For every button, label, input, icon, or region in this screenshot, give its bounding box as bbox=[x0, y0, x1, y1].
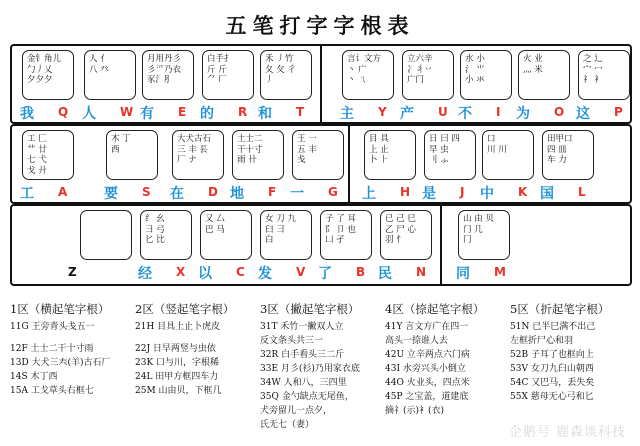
zone-line: 51N 已半巳满不出己 bbox=[510, 322, 596, 332]
key-roots-box bbox=[22, 130, 74, 180]
key-letter: L bbox=[578, 185, 586, 199]
zone-line: 42U 立辛两点六门病 bbox=[385, 350, 470, 360]
zone-line: 55X 慈母无心弓和匕 bbox=[510, 392, 594, 402]
key-q[interactable] bbox=[22, 50, 74, 121]
key-letter: P bbox=[614, 105, 623, 119]
key-roots-box bbox=[380, 210, 432, 260]
zone-heading: 1区（横起笔字根） bbox=[10, 302, 110, 316]
key-roots: 金钅角儿 勹丿乂 夕夕夕 bbox=[27, 54, 62, 85]
key-word: 了 bbox=[318, 266, 333, 282]
zone-line: 13D 大犬三𡗗(羊)古石厂 bbox=[10, 358, 111, 368]
key-word: 有 bbox=[140, 106, 155, 122]
key-word: 要 bbox=[104, 186, 119, 202]
key-roots: 大犬古石 三 丰 镸 厂 ナ bbox=[177, 134, 212, 165]
zone-line: 31T 禾竹一撇双人立 bbox=[260, 322, 344, 332]
key-word: 的 bbox=[200, 106, 215, 122]
key-f[interactable] bbox=[232, 130, 284, 201]
key-letter: G bbox=[328, 185, 338, 199]
zone-line: 52B 子耳了也框向上 bbox=[510, 350, 594, 360]
key-roots-box bbox=[106, 130, 158, 180]
key-letter: Q bbox=[58, 105, 69, 119]
key-word: 上 bbox=[362, 186, 377, 202]
key-roots: 日 曰 四 早 虫 刂 ⺗ bbox=[429, 134, 460, 165]
key-roots-box bbox=[518, 50, 570, 100]
zone-1 bbox=[10, 302, 135, 398]
key-word: 是 bbox=[422, 186, 437, 202]
key-roots: 田甲口 四 皿 车 力 bbox=[547, 134, 573, 165]
key-c[interactable] bbox=[200, 210, 252, 281]
keyboard-row-home bbox=[10, 124, 632, 204]
row-divider bbox=[348, 126, 350, 202]
key-t[interactable] bbox=[260, 50, 312, 121]
key-roots: 又 厶 巴 马 bbox=[205, 214, 225, 235]
key-roots: 子 了 耳 阝 卩 也 凵 孑 bbox=[325, 214, 356, 245]
key-y[interactable] bbox=[342, 50, 394, 121]
zone-line: 33E 月彡(衫)乃用家衣底 bbox=[260, 364, 360, 374]
key-roots-box bbox=[460, 50, 512, 100]
key-word: 民 bbox=[378, 266, 393, 282]
key-letter: S bbox=[142, 185, 151, 199]
key-word: 主 bbox=[340, 106, 355, 122]
key-roots: 口 川 川 bbox=[487, 134, 507, 155]
key-roots-box bbox=[292, 130, 344, 180]
key-letter: O bbox=[554, 105, 565, 119]
keyboard-row-top bbox=[10, 44, 632, 124]
zone-line: 反文条头共三一 bbox=[260, 336, 324, 346]
row-divider bbox=[440, 206, 442, 284]
key-roots-box bbox=[364, 130, 416, 180]
key-u[interactable] bbox=[402, 50, 454, 121]
key-roots-box bbox=[80, 210, 132, 260]
key-roots-box bbox=[458, 210, 510, 260]
key-word: 不 bbox=[458, 106, 473, 122]
key-word: 和 bbox=[258, 106, 273, 122]
key-roots: 工 匚 艹 廿 七 弋 戈 廾 bbox=[27, 134, 47, 176]
key-roots-box bbox=[542, 130, 594, 180]
key-word: 我 bbox=[20, 106, 35, 122]
key-r[interactable] bbox=[202, 50, 254, 121]
key-p[interactable] bbox=[578, 50, 630, 121]
key-roots: 王 一 五 丰 戋 bbox=[297, 134, 317, 165]
key-letter: T bbox=[296, 105, 305, 119]
zone-heading: 2区（竖起笔字根） bbox=[135, 302, 235, 316]
key-roots: 之 辶 宀 冖 礻 衤 bbox=[583, 54, 603, 85]
zone-line: 23K 口与川，字根稀 bbox=[135, 358, 220, 368]
zone-line: 犬旁留儿一点夕， bbox=[260, 406, 333, 416]
key-o[interactable] bbox=[518, 50, 570, 121]
key-d[interactable] bbox=[172, 130, 224, 201]
key-letter: A bbox=[58, 185, 68, 199]
zone-line: 14S 木丁西 bbox=[10, 372, 58, 382]
zone-line: 44O 火业头，四点米 bbox=[385, 378, 470, 388]
key-letter: H bbox=[400, 185, 411, 199]
zone-line: 21H 目具上止卜虎皮 bbox=[135, 322, 221, 332]
zone-2 bbox=[135, 302, 260, 398]
key-roots-box bbox=[140, 210, 192, 260]
zone-heading: 4区（捺起笔字根） bbox=[385, 302, 485, 316]
key-roots: 月用丹彡 彡爫乃衣 豕氵⺼ bbox=[147, 54, 182, 85]
key-letter: V bbox=[296, 265, 306, 279]
zone-line: 25M 山由贝，下框几 bbox=[135, 386, 222, 396]
key-roots: 女 刀 九 臼 ⺕ 白 bbox=[265, 214, 296, 245]
key-word: 国 bbox=[540, 186, 555, 202]
key-l[interactable] bbox=[542, 130, 594, 201]
key-letter: Y bbox=[378, 105, 387, 119]
zone-line: 24L 田甲方框四车力 bbox=[135, 372, 219, 382]
zone-line: 12F 土士二干十寸雨 bbox=[10, 344, 94, 354]
key-roots-box bbox=[320, 210, 372, 260]
zone-line: 41Y 言文方广在四一 bbox=[385, 322, 469, 332]
key-b[interactable] bbox=[320, 210, 372, 281]
zone-4 bbox=[385, 302, 510, 418]
key-e[interactable] bbox=[142, 50, 194, 121]
zone-line: 左框折尸心和羽 bbox=[510, 336, 574, 346]
key-roots-box bbox=[578, 50, 630, 100]
key-roots: 山 由 贝 门 几 冂 bbox=[463, 214, 494, 245]
page-title: 五笔打字字根表 bbox=[225, 13, 415, 38]
key-roots-box bbox=[260, 210, 312, 260]
zone-line: 45P 之宝盖，道建底 bbox=[385, 392, 469, 402]
zone-5 bbox=[510, 302, 635, 404]
key-roots-box bbox=[424, 130, 476, 180]
key-word: 为 bbox=[516, 106, 531, 122]
key-roots-box bbox=[260, 50, 312, 100]
key-roots-box bbox=[84, 50, 136, 100]
key-letter: J bbox=[460, 185, 465, 199]
zone-line: 35Q 金勺缺点无尾鱼， bbox=[260, 392, 354, 402]
key-roots: 言讠文方 丶 广 丶 ㄟ bbox=[347, 54, 382, 85]
key-roots: 禾 丿竹 夂 攵 彳 丿 bbox=[265, 54, 296, 85]
key-word: 经 bbox=[138, 266, 153, 282]
key-word: 以 bbox=[198, 266, 213, 282]
row-divider bbox=[320, 46, 322, 122]
key-roots: 人 亻 八 癶 bbox=[89, 54, 109, 75]
key-roots-box bbox=[482, 130, 534, 180]
key-word: 工 bbox=[20, 186, 35, 202]
keyboard-row-bottom bbox=[10, 204, 632, 286]
key-word: 地 bbox=[230, 186, 245, 202]
key-roots: 目 具 上 止 卜 ⺊ bbox=[369, 134, 389, 165]
key-letter: R bbox=[238, 105, 248, 119]
key-s[interactable] bbox=[106, 130, 158, 201]
key-i[interactable] bbox=[460, 50, 512, 121]
zone-line: 15A 工戈草头右框七 bbox=[10, 386, 94, 396]
zone-heading: 5区（折起笔字根） bbox=[510, 302, 610, 316]
key-word: 产 bbox=[400, 106, 415, 122]
key-letter: M bbox=[494, 265, 506, 279]
key-word: 同 bbox=[456, 266, 471, 282]
key-letter: E bbox=[178, 105, 187, 119]
key-letter: K bbox=[518, 185, 528, 199]
key-letter: B bbox=[356, 265, 366, 279]
zone-line bbox=[10, 334, 135, 342]
key-letter: W bbox=[120, 105, 134, 119]
key-j[interactable] bbox=[424, 130, 476, 201]
key-roots-box bbox=[232, 130, 284, 180]
key-word: 在 bbox=[170, 186, 185, 202]
key-k[interactable] bbox=[482, 130, 534, 201]
key-w[interactable] bbox=[84, 50, 136, 121]
key-letter: F bbox=[268, 185, 277, 199]
zone-line: 43I 水旁兴头小倒立 bbox=[385, 364, 466, 374]
key-roots-box bbox=[202, 50, 254, 100]
key-roots: 火 业 灬 米 bbox=[523, 54, 543, 75]
key-letter: Z bbox=[68, 265, 77, 279]
key-letter: I bbox=[496, 105, 501, 119]
key-roots-box bbox=[342, 50, 394, 100]
key-roots: 纟 幺 彐 弓 匕 比 bbox=[145, 214, 165, 245]
key-roots: 木 丁 西 bbox=[111, 134, 131, 155]
key-word: 发 bbox=[258, 266, 273, 282]
zone-line bbox=[135, 334, 260, 342]
zone-line: 高头一捺谁人去 bbox=[385, 336, 449, 346]
key-roots-box bbox=[142, 50, 194, 100]
zone-line: 32R 白手看头三二斤 bbox=[260, 350, 345, 360]
zone-line: 11G 王旁青头戋五一 bbox=[10, 322, 95, 332]
zone-3 bbox=[260, 302, 385, 432]
zone-line: 53V 女刀九臼山朝西 bbox=[510, 364, 594, 374]
key-letter: D bbox=[208, 185, 218, 199]
zone-line: 34W 人和八，三四里 bbox=[260, 378, 347, 388]
key-letter: N bbox=[416, 265, 427, 279]
key-roots: 土士二 干十寸 雨 卄 bbox=[237, 134, 263, 165]
key-roots: 已 己 巳 乙 尸 心 羽 忄 bbox=[385, 214, 416, 245]
key-v[interactable] bbox=[260, 210, 312, 281]
key-roots-box bbox=[402, 50, 454, 100]
key-h[interactable] bbox=[364, 130, 416, 201]
key-word: 人 bbox=[82, 106, 97, 122]
key-roots-box bbox=[22, 50, 74, 100]
zone-heading: 3区（撇起笔字根） bbox=[260, 302, 360, 316]
key-roots: 水 小 氵 ⺌ 小 氺 bbox=[465, 54, 485, 85]
key-word: 中 bbox=[480, 186, 495, 202]
key-letter: U bbox=[438, 105, 448, 119]
key-roots: 立六辛 冫丬丷 广门 bbox=[407, 54, 433, 85]
key-x[interactable] bbox=[140, 210, 192, 281]
key-word: 一 bbox=[290, 186, 305, 202]
key-roots-box bbox=[172, 130, 224, 180]
key-m[interactable] bbox=[458, 210, 510, 281]
key-g[interactable] bbox=[292, 130, 344, 201]
key-letter: X bbox=[176, 265, 186, 279]
zone-line: 54C 又巴马，丢失矣 bbox=[510, 378, 595, 388]
key-n[interactable] bbox=[380, 210, 432, 281]
zone-line: 22J 日早两竖与虫依 bbox=[135, 344, 216, 354]
key-word: 这 bbox=[576, 106, 591, 122]
zone-line: 氏无七（妻） bbox=[260, 420, 315, 430]
key-a[interactable] bbox=[22, 130, 74, 201]
zone-line: 摘礻(示)衤(衣) bbox=[385, 406, 445, 416]
key-roots-box bbox=[200, 210, 252, 260]
key-roots: 白手扌 斤 斤 ⺈ 厂 bbox=[207, 54, 233, 85]
watermark-text: 企鹅号 鹿森谈科技 bbox=[508, 425, 626, 440]
key-z[interactable] bbox=[68, 210, 132, 281]
key-letter: C bbox=[236, 265, 245, 279]
